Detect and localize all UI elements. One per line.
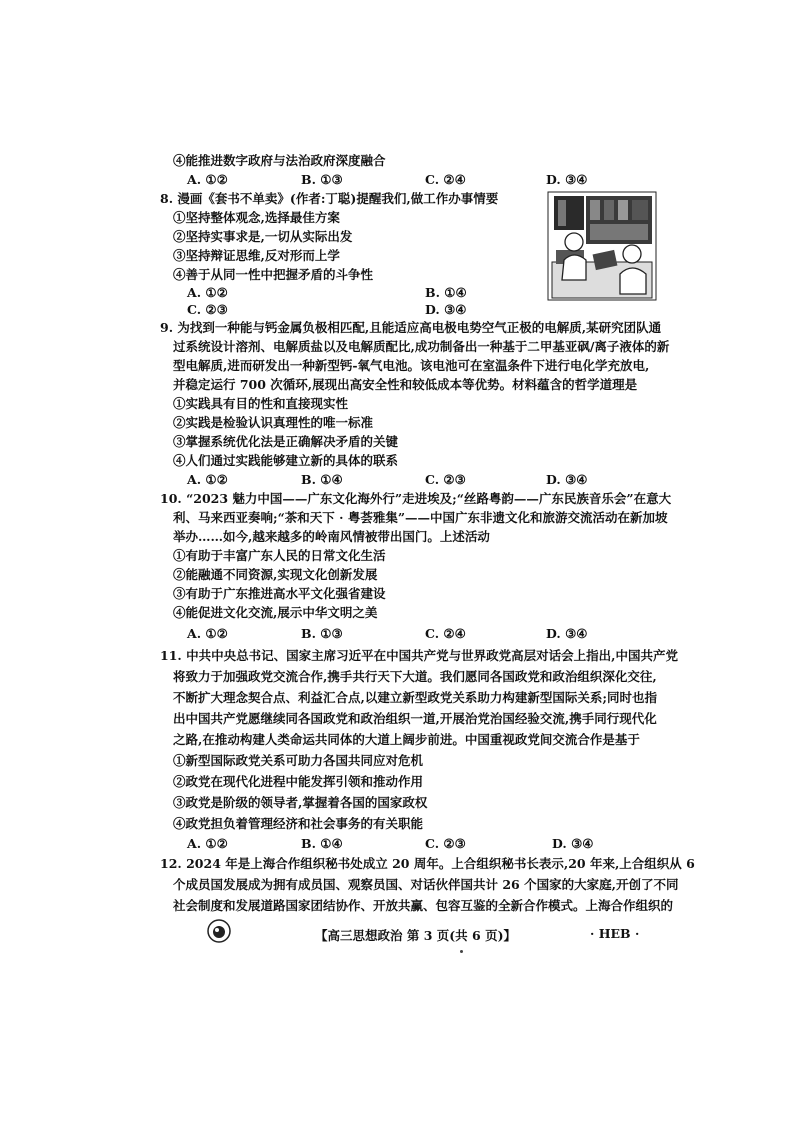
q12-stem-line-3: 社会制度和发展道路国家团结协作、开放共赢、包容互鉴的全新合作模式。上海合作组织的 — [173, 898, 674, 913]
q10-item-4: ④能促进文化交流,展示中华文明之美 — [173, 605, 378, 620]
q10-item-2: ②能融通不同资源,实现文化创新发展 — [173, 567, 378, 582]
q10-option-d[interactable]: D. ③④ — [546, 626, 588, 641]
q12-stem-line-2: 个成员国发展成为拥有成员国、观察员国、对话伙伴国共计 26 个国家的大家庭,开创了不同 — [173, 877, 679, 892]
q11-item-4: ④政党担负着管理经济和社会事务的有关职能 — [173, 816, 424, 831]
publisher-logo-icon — [207, 919, 231, 943]
scan-dot — [460, 950, 463, 953]
q10-item-1: ①有助于丰富广东人民的日常文化生活 — [173, 548, 386, 563]
q11-stem-line-1: 11. 中共中央总书记、国家主席习近平在中国共产党与世界政党高层对话会上指出,中国共产党 — [160, 648, 678, 663]
q9-stem-line-2: 过系统设计溶剂、电解质盐以及电解质配比,成功制备出一种基于二甲基亚砜/离子液体的新 — [173, 339, 670, 354]
q8-option-c[interactable]: C. ②③ — [187, 302, 228, 317]
q10-item-3: ③有助于广东推进高水平文化强省建设 — [173, 586, 386, 601]
q11-item-1: ①新型国际政党关系可助力各国共同应对危机 — [173, 753, 424, 768]
q8-item-1: ①坚持整体观念,选择最佳方案 — [173, 210, 340, 225]
cartoon-illustration — [546, 190, 658, 302]
q9-item-2: ②实践是检验认识真理性的唯一标准 — [173, 415, 374, 430]
q10-option-a[interactable]: A. ①② — [187, 626, 228, 641]
q7-item-4: ④能推进数字政府与法治政府深度融合 — [173, 153, 386, 168]
q11-stem-line-5: 之路,在推动构建人类命运共同体的大道上阔步前进。中国重视政党间交流合作是基于 — [173, 732, 640, 747]
q8-option-a[interactable]: A. ①② — [187, 285, 228, 300]
q11-stem-line-3: 不断扩大理念契合点、利益汇合点,以建立新型政党关系助力构建新型国际关系;同时也指 — [173, 690, 657, 705]
q11-option-d[interactable]: D. ③④ — [552, 836, 594, 851]
q11-option-c[interactable]: C. ②③ — [425, 836, 466, 851]
q10-stem-line-1: 10. “2023 魅力中国——广东文化海外行”走进埃及;“丝路粤韵——广东民族音乐会”在意大 — [160, 491, 672, 506]
q12-stem-line-1: 12. 2024 年是上海合作组织秘书处成立 20 周年。上合组织秘书长表示,20 年来,上合组织从 6 — [160, 856, 695, 871]
q9-stem-line-1: 9. 为找到一种能与钙金属负极相匹配,且能适应高电极电势空气正极的电解质,某研究团队通 — [160, 320, 662, 335]
q11-item-2: ②政党在现代化进程中能发挥引领和推动作用 — [173, 774, 424, 789]
q8-item-2: ②坚持实事求是,一切从实际出发 — [173, 229, 353, 244]
q7-option-a[interactable]: A. ①② — [187, 172, 228, 187]
q10-stem-line-3: 举办……如今,越来越多的岭南风情被带出国门。上述活动 — [173, 529, 490, 544]
q9-option-b[interactable]: B. ①④ — [301, 472, 343, 487]
q8-stem: 8. 漫画《套书不单卖》(作者:丁聪)提醒我们,做工作办事情要 — [160, 191, 499, 206]
q9-item-3: ③掌握系统优化法是正确解决矛盾的关键 — [173, 434, 399, 449]
q8-option-b[interactable]: B. ①④ — [425, 285, 467, 300]
q7-option-b[interactable]: B. ①③ — [301, 172, 343, 187]
q9-option-d[interactable]: D. ③④ — [546, 472, 588, 487]
footer-code: · HEB · — [590, 926, 640, 941]
q9-stem-line-4: 并稳定运行 700 次循环,展现出高安全性和较低成本等优势。材料蕴含的哲学道理是 — [173, 377, 638, 392]
q9-item-4: ④人们通过实践能够建立新的具体的联系 — [173, 453, 399, 468]
q11-stem-line-4: 出中国共产党愿继续同各国政党和政治组织一道,开展治党治国经验交流,携手同行现代化 — [173, 711, 657, 726]
q9-stem-line-3: 型电解质,进而研发出一种新型钙-氧气电池。该电池可在室温条件下进行电化学充放电, — [173, 358, 650, 373]
q11-stem-line-2: 将致力于加强政党交流合作,携手共行天下大道。我们愿同各国政党和政治组织深化交往, — [173, 669, 657, 684]
q8-item-3: ③坚持辩证思维,反对形而上学 — [173, 248, 340, 263]
q9-option-c[interactable]: C. ②③ — [425, 472, 466, 487]
q10-option-b[interactable]: B. ①③ — [301, 626, 343, 641]
q7-option-d[interactable]: D. ③④ — [546, 172, 588, 187]
q10-option-c[interactable]: C. ②④ — [425, 626, 466, 641]
q11-option-b[interactable]: B. ①④ — [301, 836, 343, 851]
q11-option-a[interactable]: A. ①② — [187, 836, 228, 851]
q9-option-a[interactable]: A. ①② — [187, 472, 228, 487]
q10-stem-line-2: 利、马来西亚奏响;“茶和天下 · 粤荟雅集”——中国广东非遗文化和旅游交流活动在新加坡 — [173, 510, 668, 525]
q7-option-c[interactable]: C. ②④ — [425, 172, 466, 187]
q11-item-3: ③政党是阶级的领导者,掌握着各国的国家政权 — [173, 795, 428, 810]
q9-item-1: ①实践具有目的性和直接现实性 — [173, 396, 349, 411]
page-footer: 【高三思想政治 第 3 页(共 6 页)】 — [315, 928, 516, 943]
q8-item-4: ④善于从同一性中把握矛盾的斗争性 — [173, 267, 374, 282]
q8-option-d[interactable]: D. ③④ — [425, 302, 467, 317]
